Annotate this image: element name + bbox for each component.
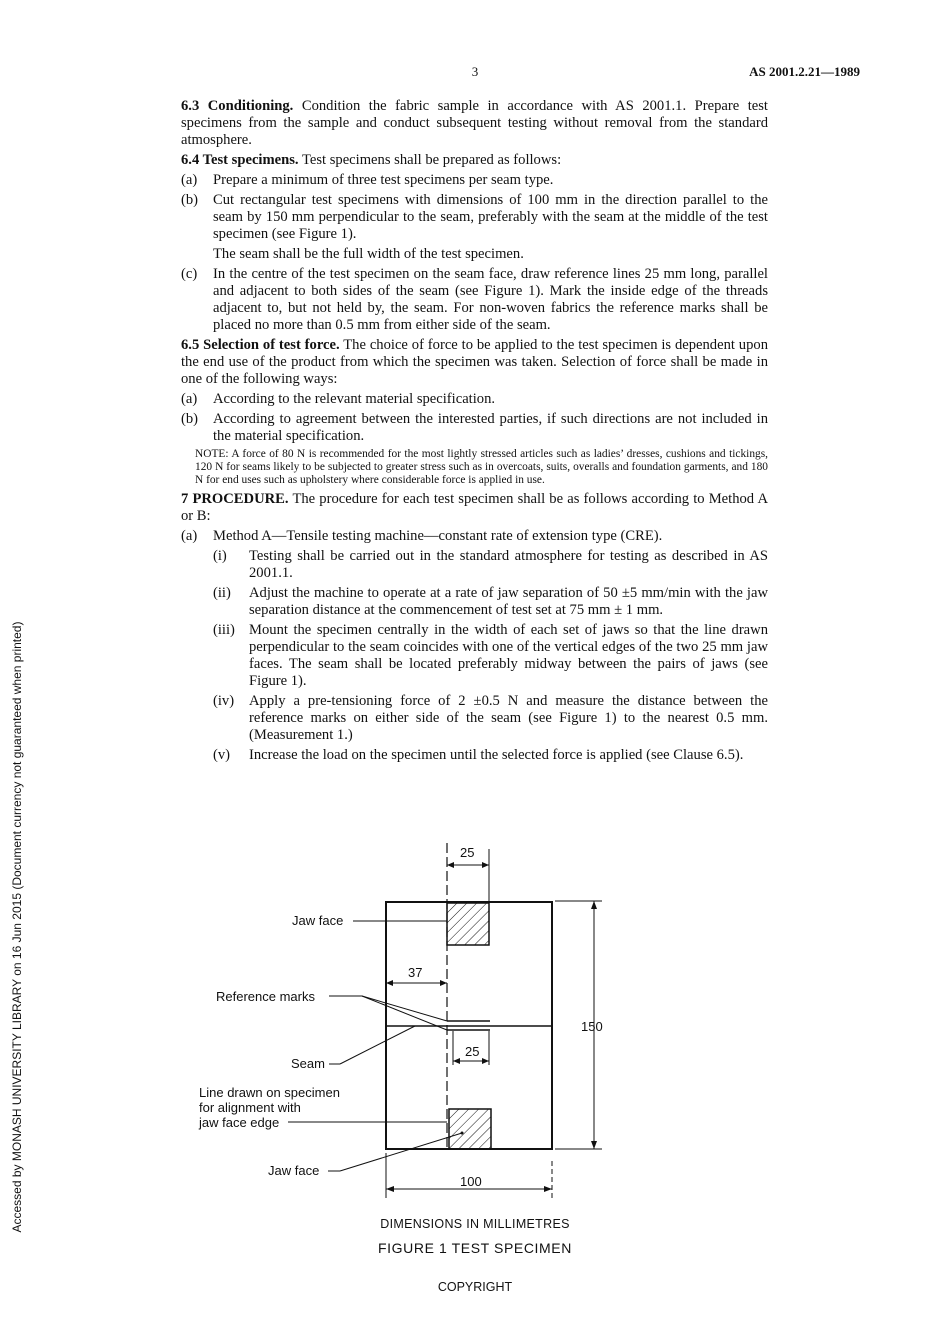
- clause-heading: 6.3 Conditioning.: [181, 98, 294, 114]
- dimension-37: 37: [408, 965, 423, 980]
- label-reference-marks: Reference marks: [216, 989, 315, 1004]
- clause-6-5: 6.5 Selection of test force. The choice of force to be applied to the test specimen is dependent upon the end use of the product from which the specimen was taken. Selection of force shall be made in one of the following ways:: [181, 337, 768, 387]
- test-specimen-figure: [190, 843, 630, 1203]
- list-item: (b) Cut rectangular test specimens with dimensions of 100 mm in the direction parallel to the seam by 150 mm perpendicular to the seam, preferably with the seam at the middle of the test specimen (see Figure 1).: [181, 192, 768, 242]
- list-item: (b) According to agreement between the interested parties, if such directions are not included in the material specification.: [181, 411, 768, 444]
- standard-number: AS 2001.2.21—1989: [749, 64, 860, 79]
- label-jaw-face-bottom: Jaw face: [268, 1163, 320, 1178]
- dimension-height: 150: [581, 1019, 603, 1034]
- dimension-top-width: 25: [460, 845, 475, 860]
- access-watermark: Accessed by MONASH UNIVERSITY LIBRARY on 16 Jun 2015 (Document currency not guaranteed when printed): [10, 621, 24, 1233]
- label-alignment-line-1: Line drawn on specimen: [199, 1085, 340, 1100]
- label-jaw-face-top: Jaw face: [292, 913, 344, 928]
- list-item-continuation: The seam shall be the full width of the test specimen.: [213, 246, 524, 262]
- dimension-width: 100: [460, 1174, 482, 1189]
- label-alignment-line-2: for alignment with: [199, 1100, 301, 1115]
- procedure-step: (ii) Adjust the machine to operate at a rate of jaw separation of 50 ±5 mm/min with the jaw separation distance at the commencement of test set at 75 mm ± 1 mm.: [213, 585, 768, 618]
- copyright-footer: COPYRIGHT: [437, 1280, 513, 1294]
- clause-heading: 6.4 Test specimens.: [181, 152, 299, 168]
- procedure-step: (iv) Apply a pre-tensioning force of 2 ±0.5 N and measure the distance between the reference marks on either side of the seam (see Figure 1) to the nearest 0.5 mm. (Measurement 1.): [213, 693, 768, 743]
- list-item: (a) According to the relevant material specification.: [181, 391, 496, 407]
- clause-heading: 7 PROCEDURE.: [181, 491, 289, 507]
- clause-6-3: 6.3 Conditioning. Condition the fabric sample in accordance with AS 2001.1. Prepare test specimens from the sample and conduct subsequent testing without removal from the standard atmosphere.: [181, 98, 768, 148]
- document-body: [181, 98, 768, 767]
- figure-units-caption: DIMENSIONS IN MILLIMETRES: [380, 1217, 570, 1231]
- procedure-step: (iii) Mount the specimen centrally in the width of each set of jaws so that the line drawn perpendicular to the seam coincides with one of the vertical edges of the two 25 mm jaw faces. The seam shall be located preferably midway between the pairs of jaws (see Figure 1).: [213, 622, 768, 689]
- label-seam: Seam: [291, 1056, 325, 1071]
- list-item: (c) In the centre of the test specimen on the seam face, draw reference lines 25 mm long, parallel and adjacent to both sides of the seam (see Figure 1). Mark the inside edge of the threads adjacent to, but not held by, the seam. For non-woven fabrics the reference marks shall be placed no more than 0.5 mm from either side of the seam.: [181, 266, 768, 333]
- figure-title: FIGURE 1 TEST SPECIMEN: [378, 1240, 572, 1256]
- page-number: 3: [471, 64, 479, 79]
- jaw-face-top: [447, 903, 489, 945]
- list-item: (a) Prepare a minimum of three test specimens per seam type.: [181, 172, 554, 188]
- jaw-face-bottom: [449, 1109, 491, 1149]
- clause-7: 7 PROCEDURE. The procedure for each test specimen shall be as follows according to Method A or B:: [181, 491, 769, 524]
- clause-heading: 6.5 Selection of test force.: [181, 337, 340, 353]
- dimension-mid-width: 25: [465, 1044, 480, 1059]
- procedure-step: (v) Increase the load on the specimen until the selected force is applied (see Clause 6.5).: [213, 747, 744, 763]
- label-alignment-line-3: jaw face edge: [199, 1115, 280, 1130]
- clause-note: NOTE: A force of 80 N is recommended for the most lightly stressed articles such as ladies’ dresses, cushions and tickings, 120 N for seams likely to be subjected to greater stress such as in overcoats, suits, overalls and foundation garments, and 180 N for end uses such as upholstery where considerable force is applied in use.: [195, 448, 768, 486]
- clause-6-4: 6.4 Test specimens. Test specimens shall be prepared as follows:: [181, 152, 562, 168]
- procedure-step: (i) Testing shall be carried out in the standard atmosphere for testing as described in AS 2001.1.: [213, 548, 768, 581]
- list-item: (a) Method A—Tensile testing machine—constant rate of extension type (CRE).: [181, 528, 663, 544]
